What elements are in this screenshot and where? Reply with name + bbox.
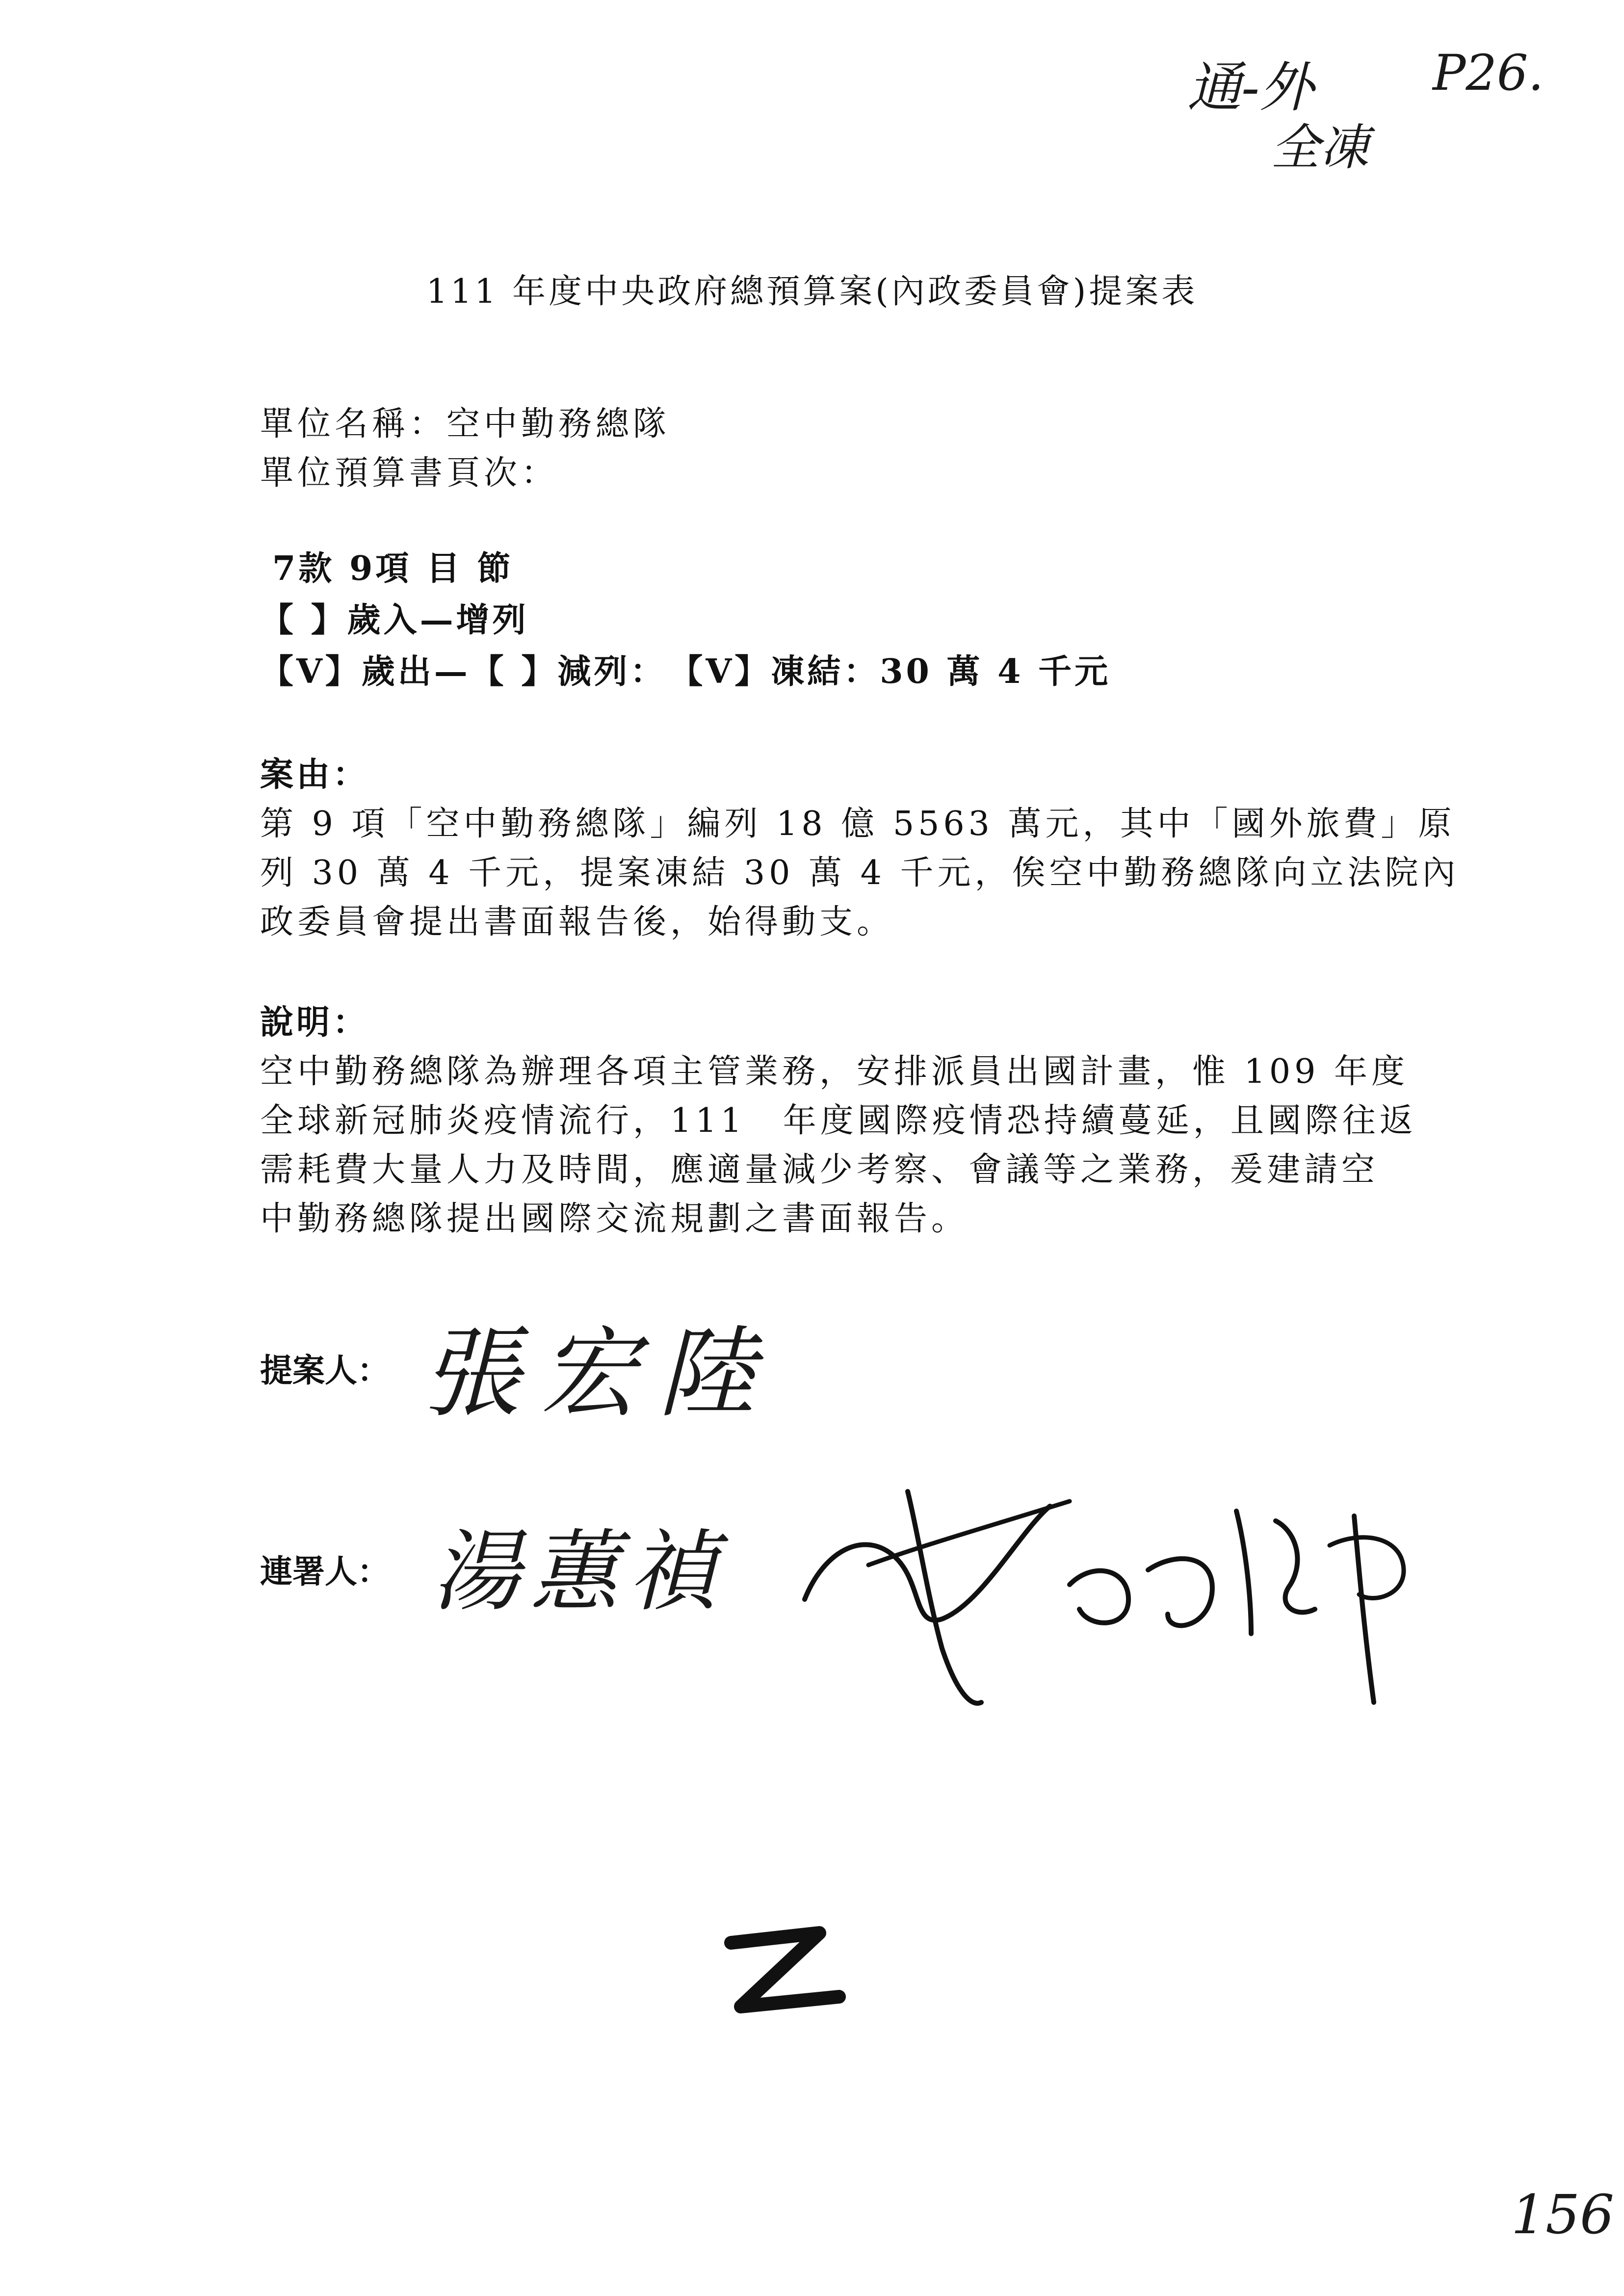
cosigner-scribble-signature [795, 1472, 1433, 1717]
unit-name: 單位名稱：空中勤務總隊 [260, 405, 671, 444]
explanation-heading: 說明： [260, 1003, 369, 1042]
budget-section: 7款 9項 目 節 [272, 549, 514, 588]
page-reference-note: P26. [1433, 44, 1544, 102]
cosigner-signature: 湯蕙禎 [432, 1521, 727, 1623]
expenditure-option: 【V】歲出—【 】減列： 【V】凍結：30 萬 4 千元 [260, 652, 1111, 691]
z-mark [721, 1923, 849, 2021]
handwritten-note-second: 全凍 [1271, 119, 1369, 176]
unit-budget-page: 單位預算書頁次： [260, 454, 559, 493]
reason-heading: 案由： [260, 755, 369, 794]
explanation-line: 全球新冠肺炎疫情流行，111 年度國際疫情恐持續蔓延，且國際往返 [260, 1101, 1417, 1140]
page-number: 156 [1511, 2183, 1614, 2246]
explanation-line: 需耗費大量人力及時間，應適量減少考察、會議等之業務，爰建請空 [260, 1150, 1379, 1189]
explanation-line: 中勤務總隊提出國際交流規劃之書面報告。 [260, 1200, 969, 1238]
explanation-line: 空中勤務總隊為辦理各項主管業務，安排派員出國計畫，惟 109 年度 [260, 1052, 1409, 1091]
cosigner-label: 連署人： [260, 1553, 390, 1591]
document-title: 111 年度中央政府總預算案(內政委員會)提案表 [426, 272, 1198, 311]
revenue-option: 【 】歲入—增列 [260, 600, 529, 640]
proposer-signature: 張宏陸 [422, 1317, 776, 1431]
reason-line: 第 9 項「空中勤務總隊」編列 18 億 5563 萬元，其中「國外旅費」原 [260, 805, 1456, 843]
handwritten-note-top: 通-外 [1187, 56, 1314, 119]
reason-line: 政委員會提出書面報告後，始得動支。 [260, 903, 894, 941]
proposer-label: 提案人： [260, 1352, 390, 1389]
reason-line: 列 30 萬 4 千元，提案凍結 30 萬 4 千元，俟空中勤務總隊向立法院內 [260, 854, 1460, 892]
